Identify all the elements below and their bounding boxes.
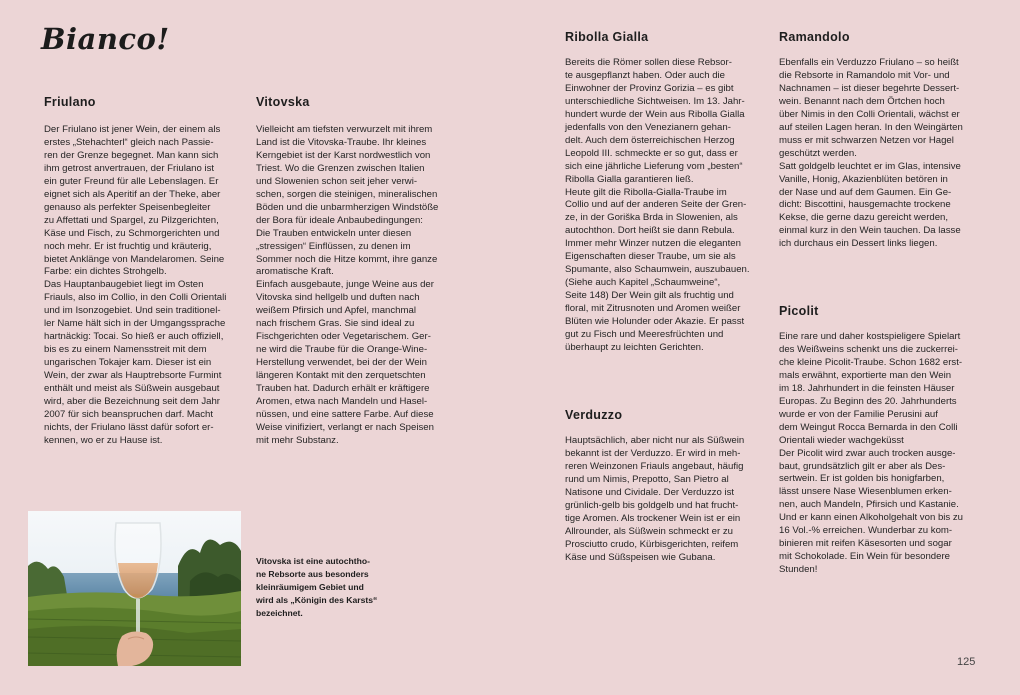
wine-glass-photo (28, 511, 241, 666)
section-body: Eine rare und daher kostspieligere Spielart des Weißweins schenkt uns die zuckerrei- che kleine Picolit-Traube. Schon 1682 erst- mals erwähnt, exportierte man den Wein im 18. Jahrhundert in die feinsten Häuser Europas. Zu Beginn des 20. Jahrhunderts wurde er von der Familie Perusini auf dem Weingut Rocca Bernarda in den Colli Orientali wieder wachgeküsst Der Picolit wird zwar auch trocken ausge- baut, grundsätzlich gilt er aber als Des- sertwein. Er ist golden bis honigfarben, lässt unsere Nase Wiesenblumen erken- nen, auch Mandeln, Pfirsich und Kastanie. Und er kann einen Alkoholgehalt von bis zu 16 Vol.-% erreichen. Wunderbar zu kom- binieren mit reifen Käsesorten und sogar mit Schokolade. Ein Wein für besondere Stunden! (779, 331, 964, 576)
section-verduzzo (565, 408, 765, 565)
section-body: Vielleicht am tiefsten verwurzelt mit ihrem Land ist die Vitovska-Traube. Ihr kleines Kerngebiet ist der Karst nordwestlich von Triest. Wo die Grenzen zwischen Italien und Slowenien schon seit jeher verwi- schen, sorgen die steinigen, mineralischen Böden und die unbarmherzigen Windstöße der Bora für ideale Anbaubedingungen: Die Trauben entwickeln unter diesen „stressigen“ Einflüssen, zu denen im Sommer noch die Hitze kommt, ihre ganze aromatische Kraft. Einfach ausgebaute, junge Weine aus der Vitovska sind hellgelb und duften nach weißem Pfirsich und Apfel, manchmal nach frischem Gras. Sie sind ideal zu Fischgerichten oder Vegetarischem. Ger- ne wird die Traube für die Orange-Wine- Herstellung verwendet, bei der der Wein längeren Kontakt mit den zerquetschten Trauben hat. Dadurch erhält er kräftigere Aromen, etwa nach Mandeln und Hasel- nüssen, und eine sattere Farbe. Auf diese Weise vinifiziert, verlangt er nach Speisen mit mehr Substanz. (256, 124, 439, 446)
page-title: Bianco! (41, 22, 170, 56)
section-body: Ebenfalls ein Verduzzo Friulano – so heißt die Rebsorte in Ramandolo mit Vor- und Nachnamen – ist dieser begehrte Dessert- wein. Benannt nach dem Örtchen hoch über Nimis in den Colli Orientali, wächst er auf steilen Lagen heran. In den Weingärten muss er mit schwarzen Netzen vor Hagel geschützt werden. Satt goldgelb leuchtet er im Glas, intensive Vanille, Honig, Akazienblüten betören in der Nase und auf dem Gaumen. Ein Ge- dicht: Biscottini, hausgemachte trockene Kekse, die gerne dazu gereicht werden, einmal kurz in den Wein tauchen. Da lasse ich durchaus ein Dessert links liegen. (779, 57, 963, 250)
section-body: Der Friulano ist jener Wein, der einem als erstes „Stehachterl“ gleich nach Passie- ren der Grenze begegnet. Man kann sich ihm getrost anvertrauen, der Friulano ist ein guter Freund für alle Lebenslagen. Er eignet sich als Aperitif an der Theke, aber genauso als perfekter Speisenbegleiter zu Affettati und Spargel, zu Pilzgerichten, Käse und Fisch, zu Schmorgerichten und noch mehr. Er ist fruchtig und kräuterig, bietet Anklänge von Mandelaromen. Seine Farbe: ein dichtes Strohgelb. Das Hauptanbaugebiet liegt im Osten Friauls, also im Collio, in den Colli Orientali und im Isonzogebiet. Und sein traditionel- ler Name hält sich in der Umgangssprache hartnäckig: Tocai. So hieß er auch offiziell, bis es zu einem Namensstreit mit dem ungarischen Tokajer kam. Dieser ist ein Wein, der zwar als Hauptrebsorte Furmint enthält und meist als Süßwein ausgebaut wird, aber die Bezeichnung seit dem Jahr 2007 für sich beanspruchen darf. Macht nichts, der Friulano lässt dafür sofort er- kennen, wo er zu Hause ist. (44, 124, 227, 446)
section-body: Bereits die Römer sollen diese Rebsor- te ausgepflanzt haben. Oder auch die Einwohner der Provinz Gorizia – es gibt unterschiedliche Sichtweisen. Im 13. Jahr- hundert wurde der Wein aus Ribolla Gialla jedenfalls von den Venezianern gehan- delt. Auch dem österreichischen Herzog Leopold III. schmeckte er so gut, dass er sich eine jährliche Lieferung vom „besten“ Ribolla Gialla garantieren ließ. Heute gilt die Ribolla-Gialla-Traube im Collio und auf der anderen Seite der Gren- ze, in der Goriška Brda in Slowenien, als autochthon. Dort heißt sie dann Rebula. Immer mehr Winzer nutzen die eleganten Eigenschaften dieser Traube, um sie als Spumante, also Schaumwein, auszubauen. (Siehe auch Kapitel „Schaumweine“, Seite 148) Der Wein gilt als fruchtig und floral, mit Zitrusnoten und Aromen weißer Blüten wie Holunder oder Akazie. Er passt gut zu Fisch und Meeresfrüchten und überhaupt zu leichten Gerichten. (565, 57, 750, 353)
photo-caption: Vitovska ist eine autochtho- ne Rebsorte aus besonders kleinräumigem Gebiet und wird als „Königin des Karsts“ bezeichnet. (256, 556, 378, 618)
section-heading: Ribolla Gialla (565, 30, 649, 44)
section-heading: Vitovska (256, 95, 310, 109)
section-heading: Verduzzo (565, 408, 623, 422)
section-friulano (44, 95, 244, 448)
section-vitovska (256, 95, 461, 448)
section-picolit (779, 304, 984, 577)
section-ribolla-gialla (565, 30, 765, 355)
section-body: Hauptsächlich, aber nicht nur als Süßwein bekannt ist der Verduzzo. Er wird in meh- reren Weinzonen Friauls angebaut, häufig rund um Nimis, Prepotto, San Pietro al Natisone und Cividale. Der Verduzzo ist grünlich-gelb bis goldgelb und hat frucht- tige Aromen. Als trockener Wein ist er ein Allrounder, als Süßwein schmeckt er zu Prosciutto crudo, Kürbisgerichten, reifem Käse und Süßspeisen wie Gubana. (565, 435, 745, 563)
page-number: 125 (957, 656, 976, 668)
section-ramandolo (779, 30, 984, 251)
section-heading: Ramandolo (779, 30, 850, 44)
section-heading: Picolit (779, 304, 819, 318)
section-heading: Friulano (44, 95, 96, 109)
